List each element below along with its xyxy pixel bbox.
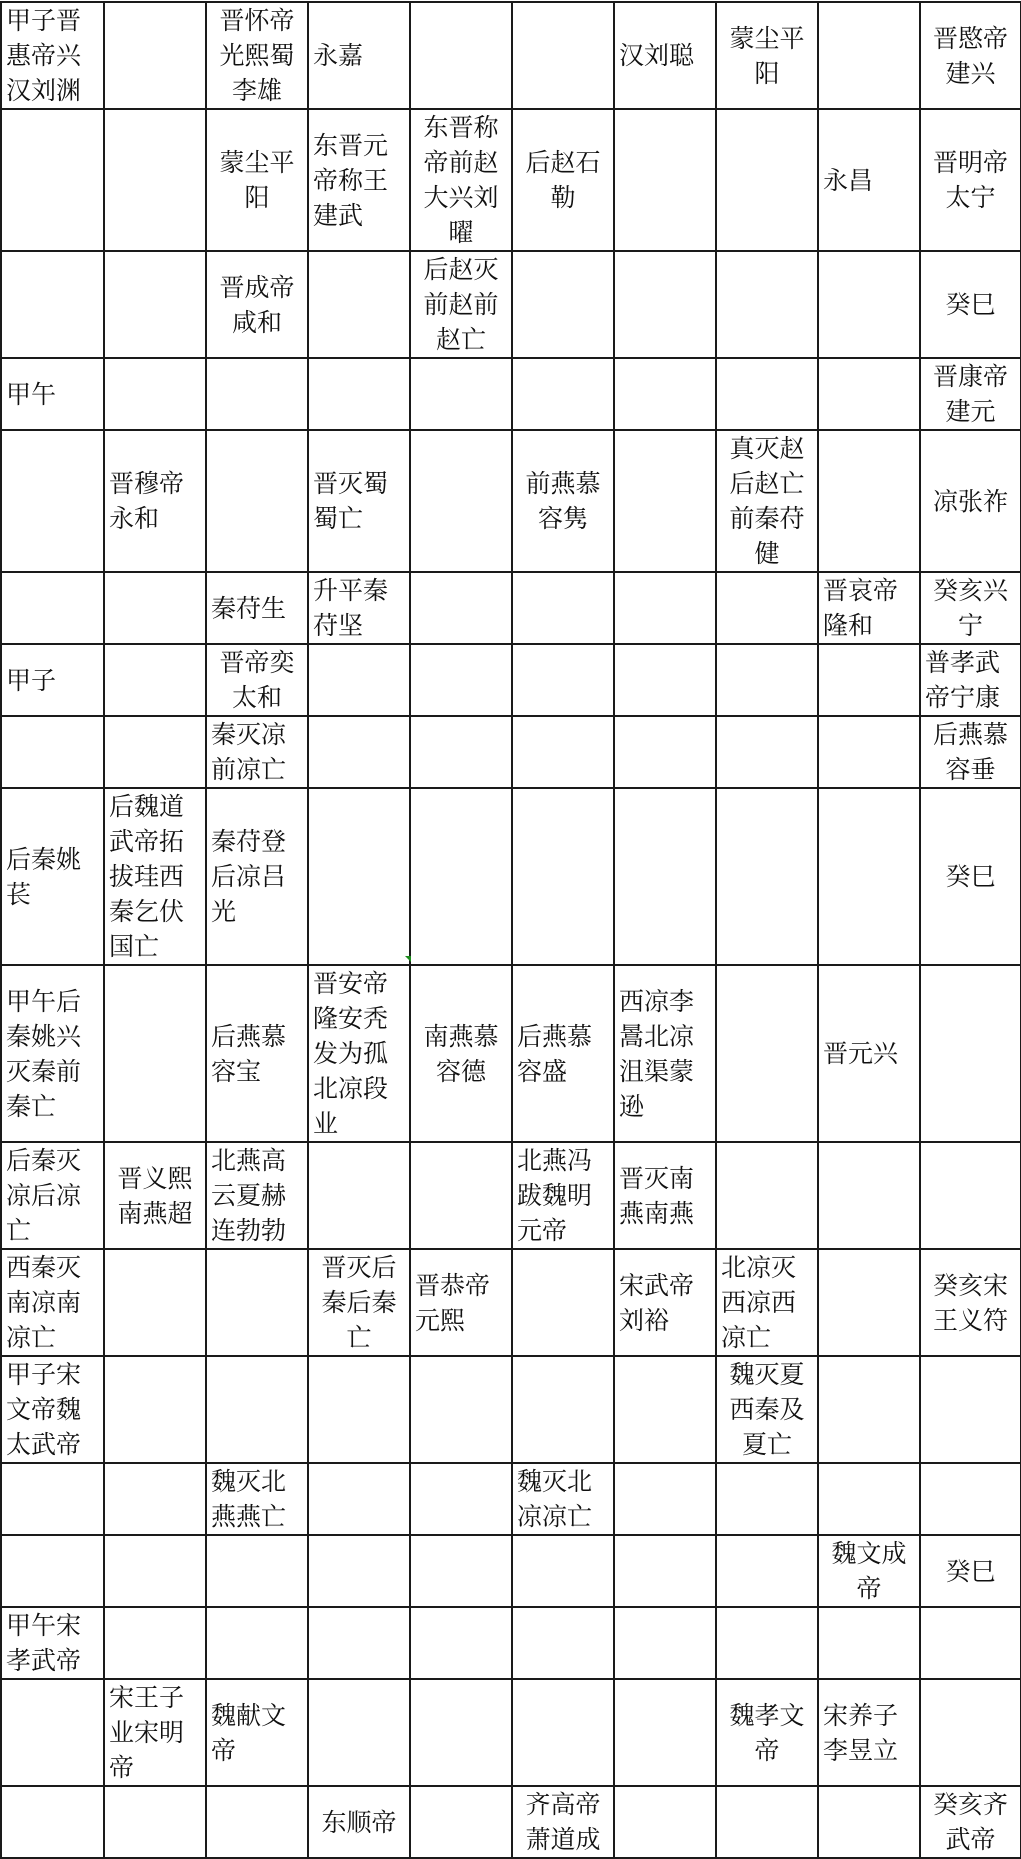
table-cell	[410, 1607, 512, 1679]
table-row	[1, 1679, 1021, 1786]
table-cell	[308, 1356, 410, 1463]
table-cell	[104, 1607, 206, 1679]
table-cell	[410, 965, 512, 1142]
cell-text: 癸亥兴宁	[932, 576, 1008, 640]
table-row	[1, 965, 1021, 1142]
table-cell	[410, 430, 512, 572]
table-cell	[104, 1356, 206, 1463]
cell-text: 永嘉	[313, 41, 364, 70]
table-cell	[614, 1142, 716, 1249]
table-cell	[1, 1679, 104, 1786]
cell-corner-marker	[405, 956, 411, 962]
table-cell	[716, 1249, 818, 1356]
cell-text: 秦苻登后凉吕光	[211, 827, 287, 926]
cell-text: 晋灭蜀蜀亡	[313, 469, 389, 533]
table-row	[1, 572, 1021, 644]
table-cell	[308, 965, 410, 1142]
table-cell	[818, 1679, 920, 1786]
cell-text: 北燕冯跋魏明元帝	[517, 1146, 593, 1245]
table-cell	[206, 109, 308, 251]
cell-text: 永昌	[823, 165, 874, 195]
table-cell	[716, 358, 818, 430]
table-row	[1, 1249, 1021, 1356]
cell-text: 后赵灭前赵前赵亡	[423, 255, 499, 354]
table-cell	[206, 2, 308, 109]
table-cell	[920, 1463, 1021, 1535]
table-cell	[716, 1679, 818, 1786]
table-row	[1, 251, 1021, 358]
table-cell	[512, 1786, 614, 1858]
table-cell	[1, 965, 104, 1142]
table-cell	[512, 1249, 614, 1356]
cell-text: 晋恭帝元熙	[415, 1270, 491, 1335]
table-cell	[1, 2, 104, 109]
cell-text: 魏孝文帝	[729, 1700, 805, 1765]
table-cell	[920, 1356, 1021, 1463]
table-cell	[410, 1356, 512, 1463]
table-cell	[308, 572, 410, 644]
table-cell	[614, 109, 716, 251]
table-cell	[716, 430, 818, 572]
cell-text: 后燕慕容盛	[517, 1021, 593, 1086]
table-cell	[308, 1142, 410, 1249]
cell-text: 晋帝奕太和	[219, 648, 295, 712]
table-cell	[104, 1535, 206, 1607]
cell-text: 后燕慕容垂	[932, 720, 1008, 784]
table-cell	[206, 358, 308, 430]
table-cell	[308, 1607, 410, 1679]
table-cell	[920, 430, 1021, 572]
table-cell	[104, 644, 206, 716]
cell-text: 前燕慕容隽	[525, 469, 601, 533]
table-row	[1, 1463, 1021, 1535]
cell-text: 宋王子业宋明帝	[109, 1683, 185, 1782]
table-cell	[920, 358, 1021, 430]
table-cell	[1, 1356, 104, 1463]
table-cell	[818, 1249, 920, 1356]
table-cell	[104, 2, 206, 109]
table-cell	[512, 251, 614, 358]
cell-text: 晋安帝隆安秃发为孤北凉段业	[313, 969, 389, 1138]
table-cell	[206, 1786, 308, 1858]
table-row	[1, 644, 1021, 716]
table-cell	[614, 1786, 716, 1858]
cell-text: 晋穆帝永和	[109, 469, 185, 533]
cell-text: 甲午后秦姚兴灭秦前秦亡	[6, 986, 82, 1121]
chronology-table	[0, 1, 1021, 1859]
cell-text: 晋愍帝建兴	[932, 23, 1008, 88]
cell-text: 后燕慕容宝	[211, 1021, 287, 1086]
table-cell	[410, 1463, 512, 1535]
table-cell	[920, 1679, 1021, 1786]
table-cell	[920, 965, 1021, 1142]
table-cell	[104, 1786, 206, 1858]
cell-text: 晋康帝建元	[932, 362, 1008, 426]
table-row	[1, 716, 1021, 788]
table-cell	[1, 788, 104, 965]
table-cell	[512, 109, 614, 251]
cell-text: 后魏道武帝拓拔珪西秦乞伏国亡	[109, 792, 185, 961]
table-cell	[614, 1463, 716, 1535]
table-cell	[410, 358, 512, 430]
table-cell	[206, 572, 308, 644]
table-cell	[920, 1786, 1021, 1858]
table-cell	[614, 1607, 716, 1679]
table-cell	[308, 1535, 410, 1607]
cell-text: 晋灭南燕南燕	[619, 1163, 695, 1228]
table-cell	[1, 1535, 104, 1607]
cell-text: 西秦灭南凉南凉亡	[6, 1253, 82, 1352]
table-cell	[818, 716, 920, 788]
cell-text: 晋义熙南燕超	[117, 1163, 193, 1228]
table-cell	[308, 109, 410, 251]
table-row	[1, 1142, 1021, 1249]
table-cell	[206, 1463, 308, 1535]
cell-text: 癸亥宋王义符	[932, 1270, 1008, 1335]
table-cell	[512, 788, 614, 965]
table-cell	[818, 1786, 920, 1858]
table-cell	[614, 1249, 716, 1356]
cell-text: 晋明帝太宁	[932, 148, 1008, 212]
cell-text: 魏灭北燕燕亡	[211, 1467, 287, 1531]
table-cell	[512, 965, 614, 1142]
table-cell	[818, 1142, 920, 1249]
cell-text: 宋武帝刘裕	[619, 1270, 695, 1335]
table-cell	[920, 644, 1021, 716]
table-row	[1, 1786, 1021, 1858]
table-cell	[716, 572, 818, 644]
table-cell	[920, 251, 1021, 358]
table-cell	[410, 572, 512, 644]
table-cell	[206, 1607, 308, 1679]
table-cell	[104, 716, 206, 788]
table-cell	[410, 1535, 512, 1607]
cell-text: 真灭赵后赵亡前秦苻健	[729, 434, 805, 568]
table-cell	[308, 430, 410, 572]
cell-text: 北凉灭西凉西凉亡	[721, 1253, 797, 1352]
table-cell	[614, 1679, 716, 1786]
cell-text: 齐高帝萧道成	[525, 1790, 601, 1854]
cell-text: 升平秦苻坚	[313, 576, 389, 640]
table-row	[1, 1535, 1021, 1607]
table-cell	[512, 1679, 614, 1786]
table-cell	[614, 430, 716, 572]
table-cell	[716, 716, 818, 788]
cell-text: 北燕高云夏赫连勃勃	[211, 1146, 287, 1245]
table-cell	[1, 1786, 104, 1858]
cell-text: 后赵石勒	[525, 148, 601, 212]
cell-text: 蒙尘平阳	[219, 148, 295, 212]
table-cell	[920, 788, 1021, 965]
cell-text: 癸巳	[945, 1556, 996, 1586]
table-cell	[410, 1249, 512, 1356]
table-cell	[1, 1463, 104, 1535]
table-cell	[104, 788, 206, 965]
table-cell	[1, 251, 104, 358]
table-cell	[614, 251, 716, 358]
table-cell	[410, 1142, 512, 1249]
cell-text: 魏灭北凉凉亡	[517, 1467, 593, 1531]
cell-text: 秦苻生	[211, 593, 287, 623]
table-cell	[104, 430, 206, 572]
table-cell	[716, 1463, 818, 1535]
cell-text: 甲子晋惠帝兴汉刘渊	[6, 6, 82, 105]
table-cell	[614, 716, 716, 788]
table-cell	[410, 644, 512, 716]
table-cell	[920, 1607, 1021, 1679]
cell-text: 后秦姚苌	[6, 844, 82, 909]
table-cell	[206, 1535, 308, 1607]
table-cell	[206, 1356, 308, 1463]
cell-text: 普孝武帝宁康	[925, 648, 1001, 712]
cell-text: 晋怀帝光熙蜀李雄	[219, 6, 295, 105]
table-cell	[206, 430, 308, 572]
table-cell	[512, 358, 614, 430]
table-cell	[1, 572, 104, 644]
table-row	[1, 430, 1021, 572]
table-cell	[206, 1142, 308, 1249]
table-cell	[512, 1356, 614, 1463]
table-cell	[818, 358, 920, 430]
table-cell	[614, 2, 716, 109]
table-cell	[410, 1679, 512, 1786]
table-cell	[206, 251, 308, 358]
table-cell	[818, 1463, 920, 1535]
table-cell	[614, 1356, 716, 1463]
cell-text: 晋元兴	[823, 1039, 899, 1068]
table-cell	[206, 965, 308, 1142]
table-cell	[512, 2, 614, 109]
cell-text: 晋哀帝隆和	[823, 576, 899, 640]
cell-text: 甲子宋文帝魏太武帝	[6, 1360, 82, 1459]
table-cell	[614, 572, 716, 644]
table-cell	[410, 251, 512, 358]
cell-text: 秦灭凉前凉亡	[211, 720, 287, 784]
table-cell	[410, 1786, 512, 1858]
table-cell	[104, 1679, 206, 1786]
table-cell	[1, 644, 104, 716]
table-cell	[1, 1249, 104, 1356]
table-cell	[410, 716, 512, 788]
table-cell	[308, 2, 410, 109]
table-cell	[206, 1249, 308, 1356]
table-cell	[512, 1607, 614, 1679]
table-cell	[1, 109, 104, 251]
table-cell	[512, 644, 614, 716]
cell-text: 晋灭后秦后秦亡	[321, 1253, 397, 1352]
cell-text: 东晋元帝称王建武	[313, 130, 389, 230]
table-cell	[512, 572, 614, 644]
table-cell	[920, 716, 1021, 788]
cell-text: 魏文成帝	[831, 1539, 907, 1603]
table-cell	[206, 644, 308, 716]
table-cell	[512, 1535, 614, 1607]
table-cell	[308, 1249, 410, 1356]
cell-text: 甲午	[6, 379, 57, 409]
table-cell	[104, 251, 206, 358]
table-cell	[512, 716, 614, 788]
table-cell	[1, 1607, 104, 1679]
cell-text: 南燕慕容德	[423, 1021, 499, 1086]
table-cell	[614, 788, 716, 965]
table-cell	[206, 788, 308, 965]
table-cell	[614, 1535, 716, 1607]
cell-text: 甲午宋孝武帝	[6, 1611, 82, 1675]
table-cell	[410, 788, 512, 965]
table-cell	[614, 965, 716, 1142]
table-cell	[104, 109, 206, 251]
table-cell	[818, 644, 920, 716]
table-cell	[818, 965, 920, 1142]
table-cell	[614, 358, 716, 430]
table-cell	[818, 430, 920, 572]
table-cell	[818, 1535, 920, 1607]
table-row	[1, 358, 1021, 430]
cell-text: 东顺帝	[321, 1807, 397, 1837]
table-cell	[104, 1249, 206, 1356]
table-cell	[716, 1786, 818, 1858]
cell-text: 东晋称帝前赵大兴刘曜	[423, 113, 499, 247]
table-cell	[410, 2, 512, 109]
table-cell	[206, 716, 308, 788]
table-cell	[716, 2, 818, 109]
table-cell	[818, 1607, 920, 1679]
table-cell	[716, 644, 818, 716]
cell-text: 蒙尘平阳	[729, 23, 805, 88]
cell-text: 癸巳	[945, 290, 996, 319]
table-cell	[818, 251, 920, 358]
table-cell	[818, 109, 920, 251]
table-cell	[308, 1786, 410, 1858]
table-cell	[716, 1607, 818, 1679]
table-cell	[716, 788, 818, 965]
table-cell	[104, 1142, 206, 1249]
table-cell	[512, 430, 614, 572]
table-cell	[818, 788, 920, 965]
table-cell	[716, 1142, 818, 1249]
table-cell	[308, 716, 410, 788]
table-cell	[1, 358, 104, 430]
cell-text: 汉刘聪	[619, 41, 695, 70]
table-row	[1, 2, 1021, 109]
table-cell	[512, 1463, 614, 1535]
table-cell	[920, 109, 1021, 251]
table-cell	[308, 1679, 410, 1786]
table-cell	[104, 572, 206, 644]
table-cell	[512, 1142, 614, 1249]
cell-text: 宋养子李昱立	[823, 1700, 899, 1765]
cell-text: 后秦灭凉后凉亡	[6, 1146, 82, 1245]
table-cell	[920, 572, 1021, 644]
table-cell	[716, 965, 818, 1142]
table-cell	[410, 109, 512, 251]
table-cell	[716, 1535, 818, 1607]
table-cell	[308, 358, 410, 430]
table-cell	[920, 1535, 1021, 1607]
table-row	[1, 1356, 1021, 1463]
table-cell	[308, 644, 410, 716]
table-cell	[716, 251, 818, 358]
table-cell	[920, 1142, 1021, 1249]
cell-text: 晋成帝咸和	[219, 272, 295, 337]
table-cell	[104, 358, 206, 430]
table-cell	[716, 109, 818, 251]
table-cell	[818, 572, 920, 644]
cell-text: 癸亥齐武帝	[932, 1790, 1008, 1854]
cell-text: 西凉李暠北凉沮渠蒙逊	[619, 986, 695, 1121]
table-cell	[308, 1463, 410, 1535]
table-cell	[308, 251, 410, 358]
table-cell	[104, 965, 206, 1142]
table-cell	[716, 1356, 818, 1463]
table-cell	[920, 1249, 1021, 1356]
cell-text: 癸巳	[945, 862, 996, 891]
cell-text: 魏灭夏西秦及夏亡	[729, 1360, 805, 1459]
table-cell	[1, 716, 104, 788]
table-cell	[308, 788, 410, 965]
cell-text: 魏献文帝	[211, 1700, 287, 1765]
table-row	[1, 109, 1021, 251]
table-cell	[818, 1356, 920, 1463]
cell-text: 凉张祚	[932, 486, 1008, 516]
table-row	[1, 788, 1021, 965]
table-cell	[920, 2, 1021, 109]
table-cell	[1, 430, 104, 572]
cell-text: 甲子	[6, 665, 57, 695]
table-cell	[818, 2, 920, 109]
table-cell	[614, 644, 716, 716]
table-row	[1, 1607, 1021, 1679]
table-cell	[206, 1679, 308, 1786]
table-cell	[104, 1463, 206, 1535]
table-cell	[1, 1142, 104, 1249]
